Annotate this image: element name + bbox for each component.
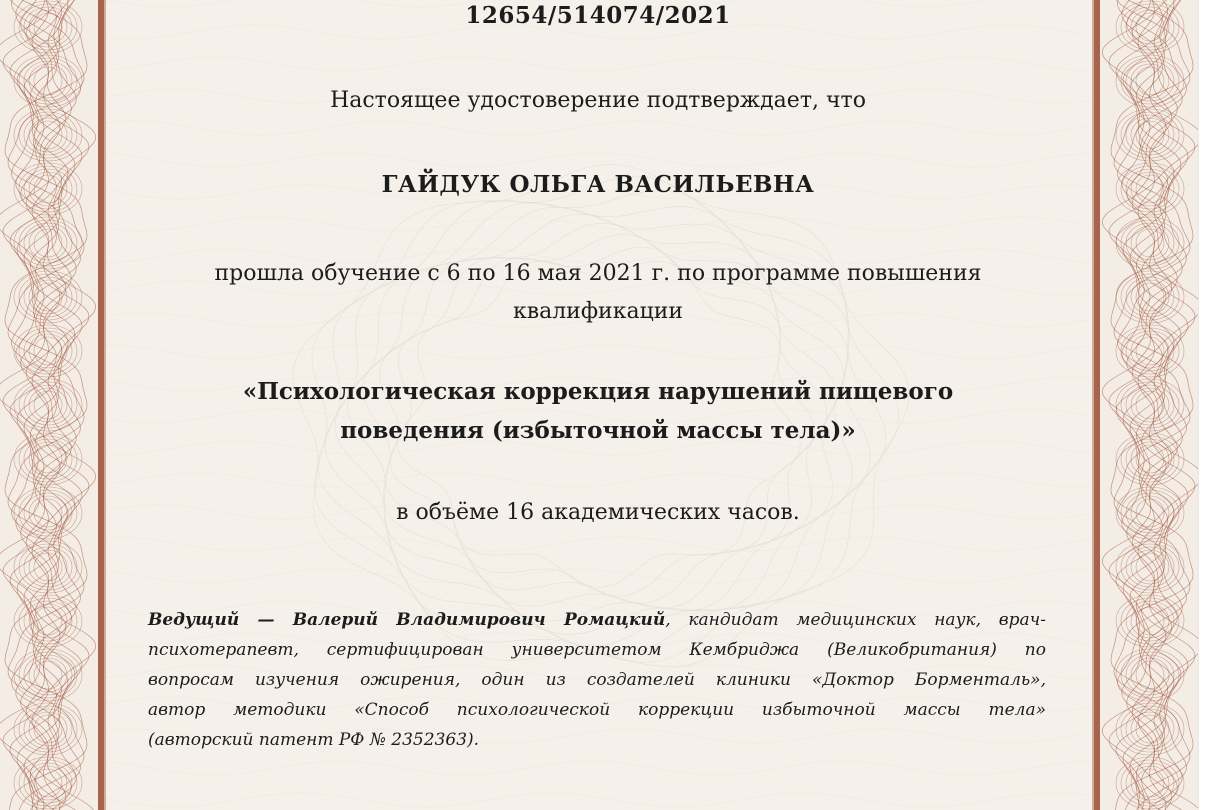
lecturer-line: (авторский патент РФ № 2352363).	[148, 730, 480, 750]
left-ornamental-border	[0, 0, 106, 810]
lecturer-line: автор методики «Способ психологической коррекции избыточной массы тела»	[148, 700, 1046, 720]
lecturer-credentials: , кандидат медицинских наук, врач-	[665, 610, 1046, 630]
training-line: квалификации	[512, 299, 684, 324]
lecturer-name: Ведущий — Валерий Владимирович Ромацкий	[148, 610, 666, 630]
lecturer-line: вопросам изучения ожирения, один из создателей клиники «Доктор Борменталь»,	[148, 670, 1046, 690]
lecturer-info	[148, 605, 1046, 755]
lecturer-line: психотерапевт, сертифицирован университетом Кембриджа (Великобритания) по	[148, 640, 1046, 660]
certificate-number: 12654/514074/2021	[465, 2, 731, 29]
training-line: прошла обучение с 6 по 16 мая 2021 г. по программе повышения	[214, 261, 982, 286]
right-ornamental-border	[1092, 0, 1198, 810]
program-title	[110, 372, 1086, 450]
viewer-scrollbar[interactable]	[1198, 0, 1214, 810]
certificate-intro: Настоящее удостоверение подтверждает, что	[330, 88, 866, 113]
lecturer-line	[148, 605, 1046, 635]
hours-statement: в объёме 16 академических часов.	[396, 500, 800, 525]
program-title-line: «Психологическая коррекция нарушений пищевого	[242, 378, 954, 405]
program-title-line: поведения (избыточной массы тела)»	[340, 417, 856, 444]
recipient-name: ГАЙДУК ОЛЬГА ВАСИЛЬЕВНА	[381, 171, 815, 198]
training-statement	[110, 255, 1086, 331]
